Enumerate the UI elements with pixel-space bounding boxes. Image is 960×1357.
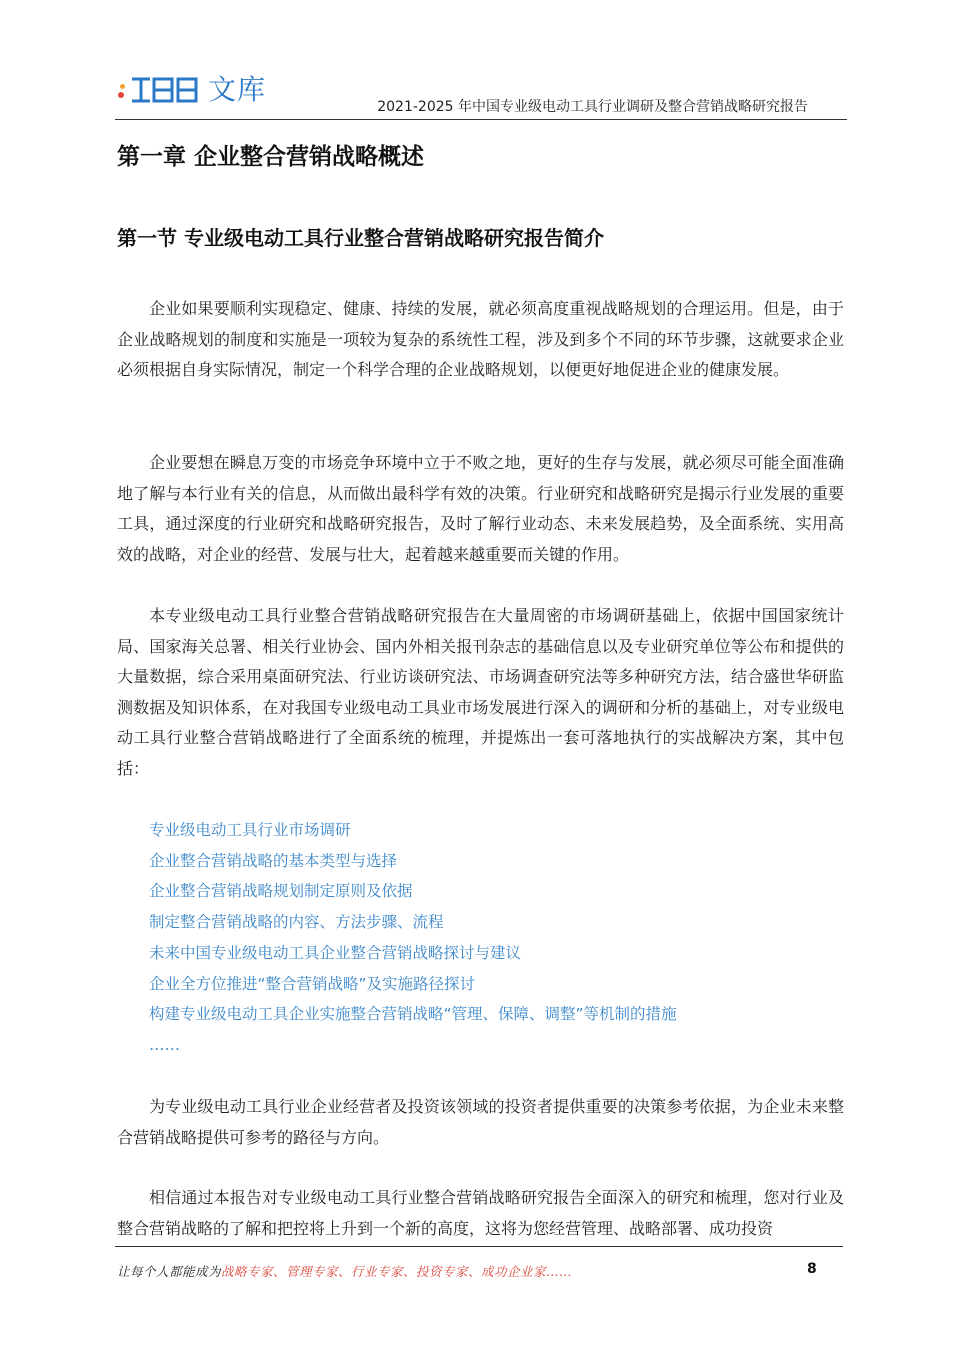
slogan-roles: 战略专家、管理专家、行业专家、投资专家、成功企业家…… xyxy=(221,1264,573,1279)
contents-link[interactable]: 未来中国专业级电动工具企业整合营销战略探讨与建议 xyxy=(149,943,522,962)
page-number: 8 xyxy=(807,1261,817,1277)
footer-slogan xyxy=(117,1262,572,1280)
logo-glyph-icon xyxy=(130,76,200,104)
paragraph: 企业如果要顺利实现稳定、健康、持续的发展，就必须高度重视战略规划的合理运用。但是，由于企业战略规划的制度和实施是一项较为复杂的系统性工程，涉及到多个不同的环节步骤，这就要求企业必须根据自身实际情况，制定一个科学合理的企业战略规划，以便更好地促进企业的健康发展。 xyxy=(117,299,844,379)
logo-dots-icon xyxy=(118,80,128,100)
contents-link[interactable]: 企业整合营销战略的基本类型与选择 xyxy=(149,851,398,870)
section-title: 第一节 专业级电动工具行业整合营销战略研究报告简介 xyxy=(117,226,604,250)
paragraph: 相信通过本报告对专业级电动工具行业整合营销战略研究报告全面深入的研究和梳理，您对行业及整合营销战略的了解和把控将上升到一个新的高度，这将为您经营管理、战略部署、成功投资 xyxy=(117,1188,844,1238)
paragraph: 本专业级电动工具行业整合营销战略研究报告在大量周密的市场调研基础上，依据中国国家统计局、国家海关总署、相关行业协会、国内外相关报刊杂志的基础信息以及专业研究单位等公布和提供的大量数据，综合采用桌面研究法、行业访谈研究法、市场调查研究法等多种研究方法，结合盛世华研监测数据及知识体系，在对我国专业级电动工具业市场发展进行深入的调研和分析的基础上，对专业级电动工具行业整合营销战略进行了全面系统的梳理，并提炼出一套可落地执行的实战解决方案，其中包括： xyxy=(117,606,844,778)
contents-ellipsis: …… xyxy=(149,1035,180,1054)
contents-link[interactable]: 制定整合营销战略的内容、方法步骤、流程 xyxy=(149,913,444,932)
contents-link[interactable]: 构建专业级电动工具企业实施整合营销战略“管理、保障、调整”等机制的措施 xyxy=(149,1005,677,1024)
contents-link[interactable]: 企业全方位推进“整合营销战略”及实施路径探讨 xyxy=(149,974,476,993)
chapter-title: 第一章 企业整合营销战略概述 xyxy=(117,144,425,170)
slogan-lead: 让每个人都能成为 xyxy=(117,1264,222,1279)
contents-link[interactable]: 专业级电动工具行业市场调研 xyxy=(149,821,351,839)
contents-link[interactable]: 企业整合营销战略规划制定原则及依据 xyxy=(149,882,413,901)
paragraph: 企业要想在瞬息万变的市场竞争环境中立于不败之地，更好的生存与发展，就必须尽可能全面准确地了解与本行业有关的信息，从而做出最科学有效的决策。行业研究和战略研究是揭示行业发展的重要工具，通过深度的行业研究和战略研究报告，及时了解行业动态、未来发展趋势，及全面系统、实用高效的战略，对企业的经营、发展与壮大，起着越来越重要而关键的作用。 xyxy=(117,453,844,564)
paragraph: 为专业级电动工具行业企业经营者及投资该领域的投资者提供重要的决策参考依据，为企业未来整合营销战略提供可参考的路径与方向。 xyxy=(117,1097,844,1147)
footer-divider xyxy=(115,1246,843,1247)
contents-list xyxy=(149,815,677,1061)
brand-logo xyxy=(118,74,266,106)
logo-text: 文库 xyxy=(208,73,267,106)
report-title: 2021-2025 年中国专业级电动工具行业调研及整合营销战略研究报告 xyxy=(377,99,808,115)
header-divider xyxy=(115,119,847,120)
